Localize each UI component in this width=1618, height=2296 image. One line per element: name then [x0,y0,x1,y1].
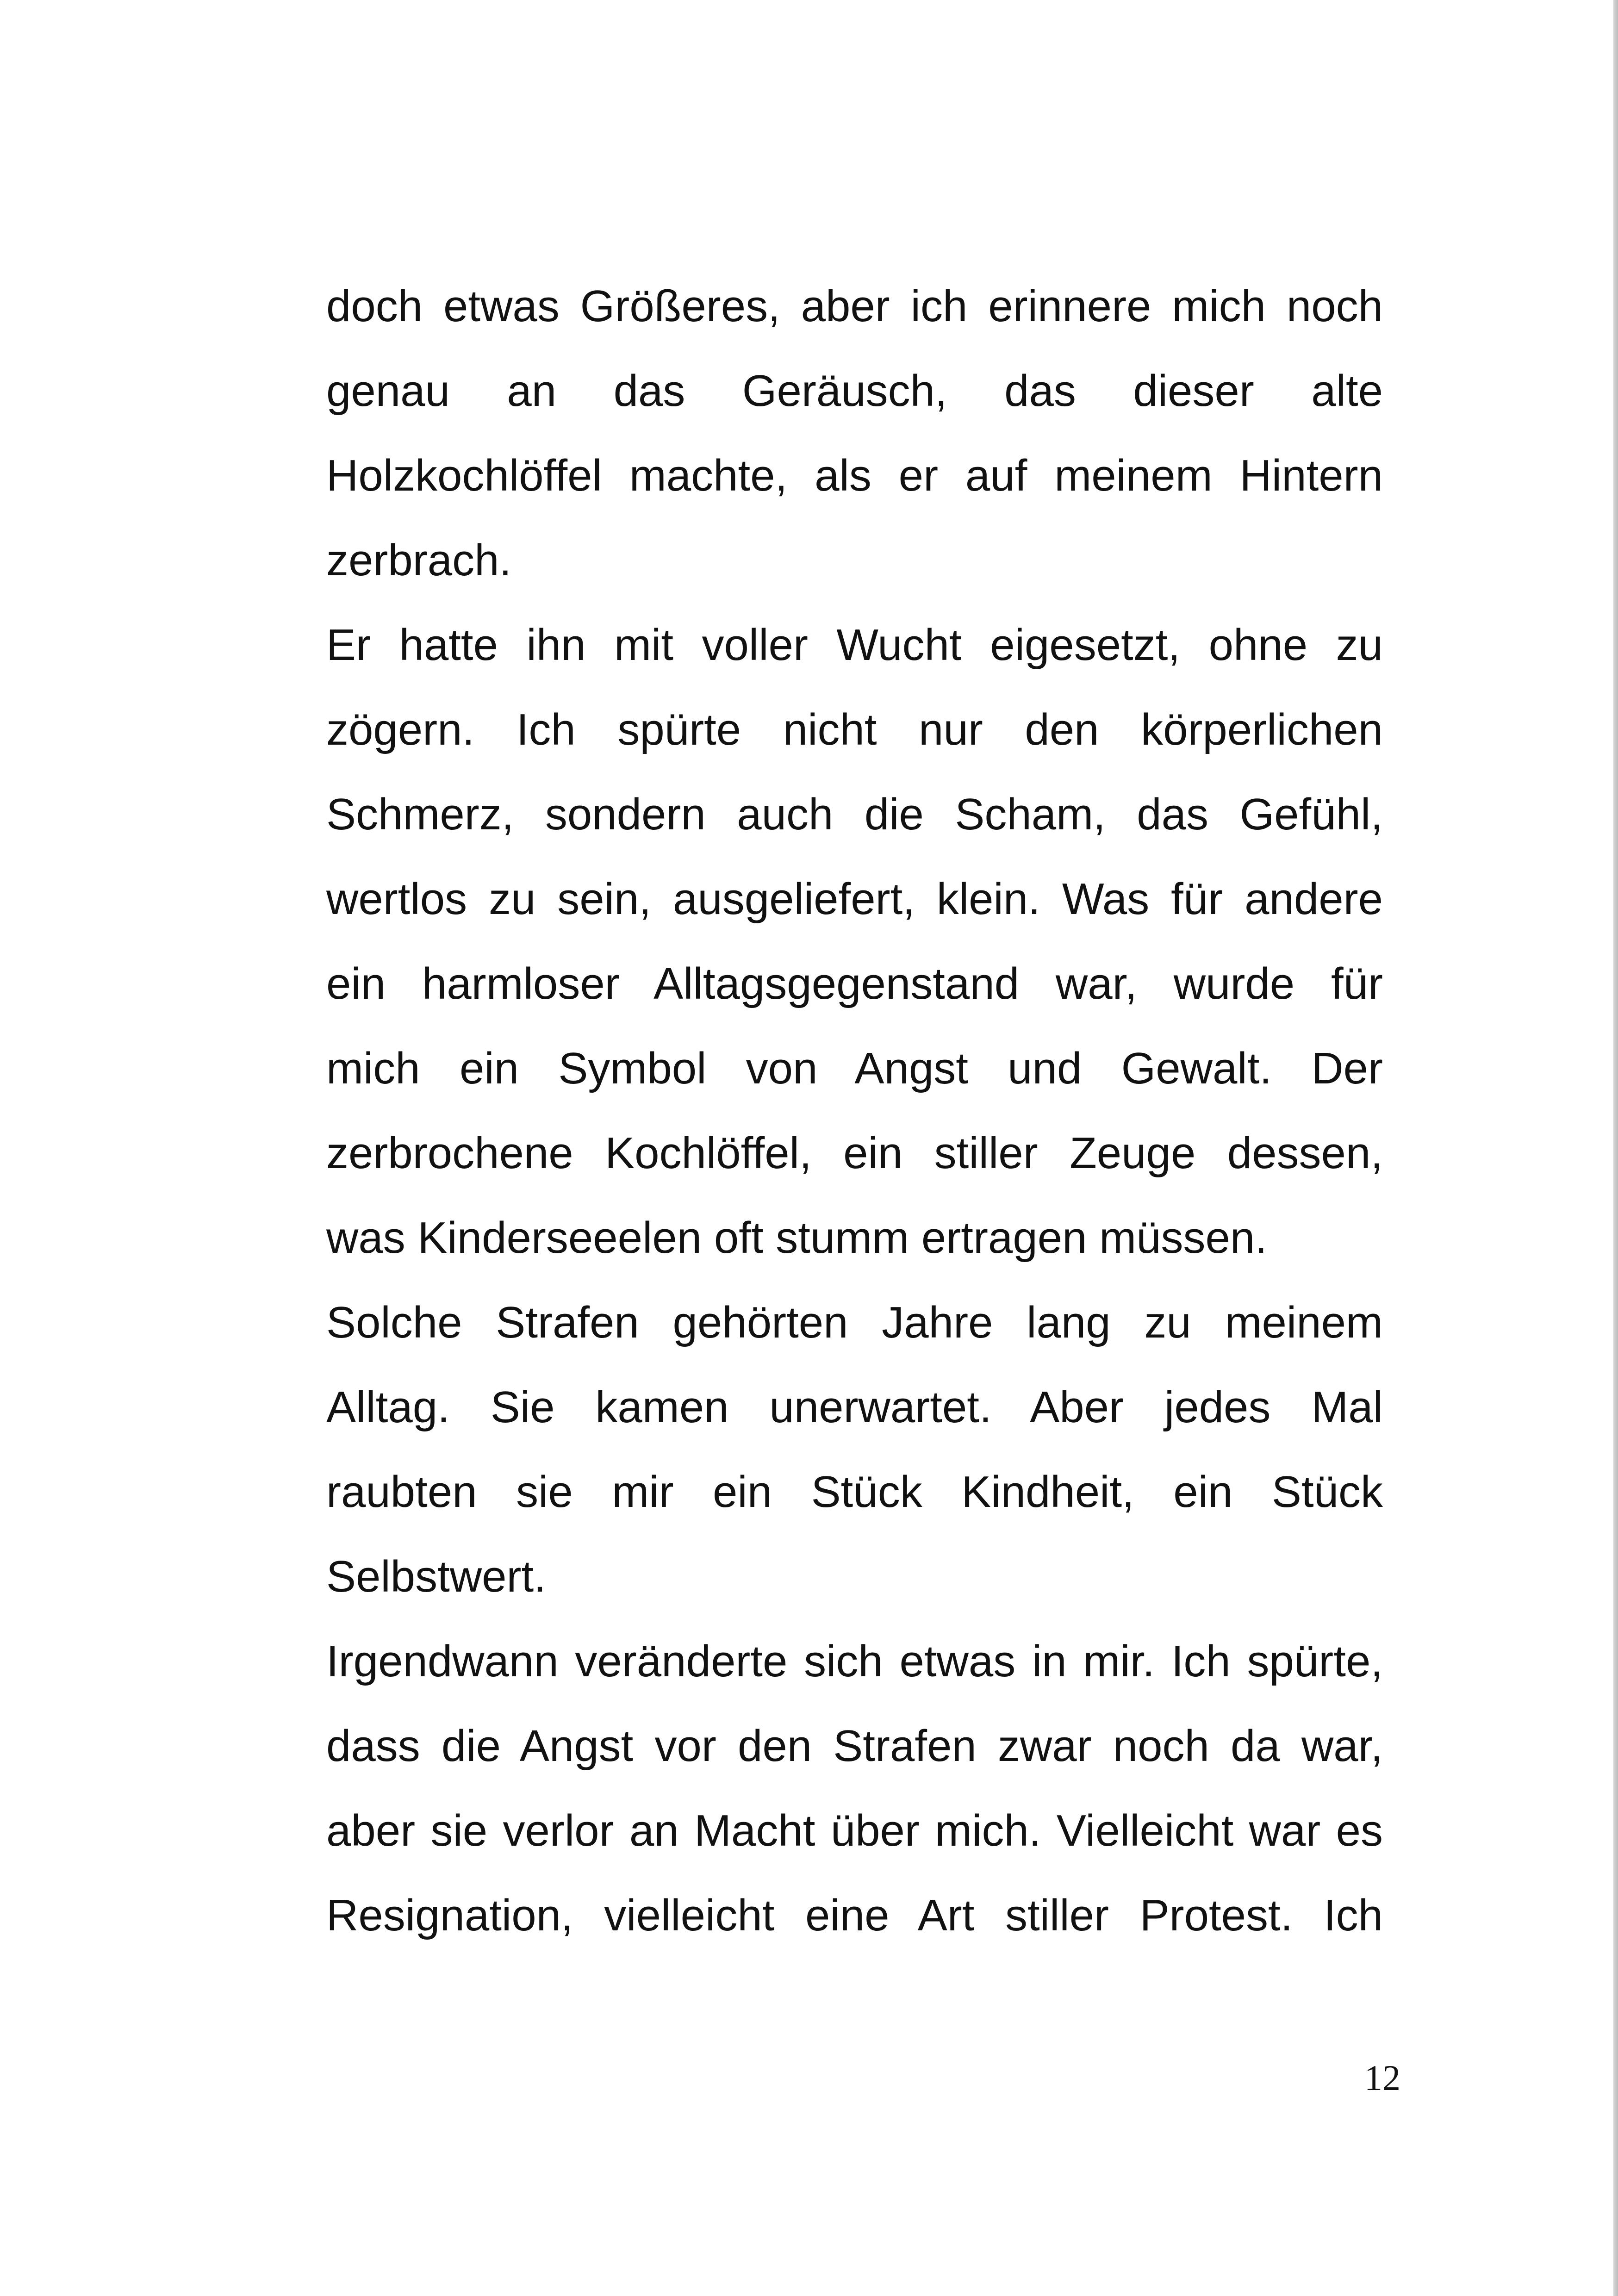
text-line: Solche Strafen gehörten Jahre lang zu meinem [326,1298,1383,1347]
text-line: ein harmloser Alltagsgegenstand war, wurde für [326,959,1383,1008]
text-line: mich ein Symbol von Angst und Gewalt. Der [326,1044,1383,1093]
text-line: genau an das Geräusch, das dieser alte [326,366,1383,416]
text-line: was Kinderseeelen oft stumm ertragen müssen. [326,1213,1267,1263]
text-line: Irgendwann veränderte sich etwas in mir. Ich spürte, [326,1636,1383,1686]
page-number: 12 [1364,2058,1400,2098]
text-line: zerbrochene Kochlöffel, ein stiller Zeuge dessen, [326,1128,1383,1178]
page-edge-shadow [1613,0,1618,2296]
text-line: Er hatte ihn mit voller Wucht eigesetzt, ohne zu [326,620,1383,670]
text-line: wertlos zu sein, ausgeliefert, klein. Was für andere [326,874,1383,924]
text-line: Alltag. Sie kamen unerwartet. Aber jedes Mal [326,1382,1383,1432]
text-line: Schmerz, sondern auch die Scham, das Gefühl, [326,790,1383,839]
text-line: dass die Angst vor den Strafen zwar noch da war, [326,1721,1383,1771]
text-line: aber sie verlor an Macht über mich. Vielleicht war es [326,1806,1383,1855]
body-text [326,264,1383,1958]
text-line: doch etwas Größeres, aber ich erinnere mich noch [326,281,1383,331]
text-line: zögern. Ich spürte nicht nur den körperlichen [326,705,1383,754]
text-line: Resignation, vielleicht eine Art stiller Protest. Ich [326,1891,1383,1940]
text-line: zerbrach. [326,535,512,585]
text-line: Selbstwert. [326,1552,546,1601]
text-line: Holzkochlöffel machte, als er auf meinem Hintern [326,451,1383,500]
text-line: raubten sie mir ein Stück Kindheit, ein Stück [326,1467,1383,1517]
